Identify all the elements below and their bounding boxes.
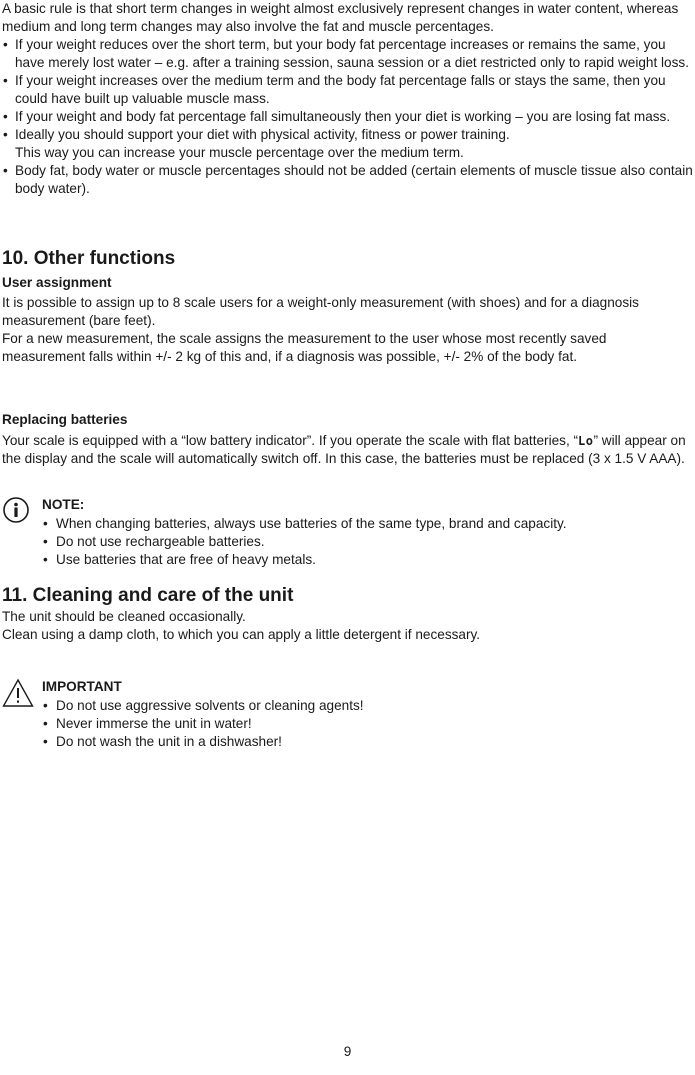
important-list: [42, 697, 682, 751]
cleaning-body: [2, 608, 693, 644]
intro-section: [2, 0, 693, 198]
page-number: 9: [343, 1044, 352, 1059]
important-body: [42, 678, 682, 751]
section-11-title: 11. Cleaning and care of the unit: [2, 585, 294, 606]
list-item: • Do not wash the unit in a dishwasher!: [42, 733, 682, 751]
list-item-continuation: This way you can increase your muscle percentage over the medium term.: [15, 145, 464, 160]
user-assignment-paragraph-2: For a new measurement, the scale assigns the measurement to the user whose most recently saved measurement falls within +/- 2 kg of this and, if a diagnosis was possible, +/- 2% of the body fat.: [2, 331, 607, 364]
important-box: [2, 678, 693, 758]
list-item: • If your weight and body fat percentage fall simultaneously then your diet is working – you are losing fat mass.: [2, 108, 693, 126]
batteries-text-after: ” will appear on the display and the scale will automatically switch off. In this case, the batteries must be replaced (3 x 1.5 V AAA).: [2, 433, 686, 466]
user-assignment-body: [2, 294, 693, 366]
list-item: • When changing batteries, always use batteries of the same type, brand and capacity.: [42, 515, 682, 533]
cleaning-line-1: The unit should be cleaned occasionally.: [2, 609, 246, 624]
note-title: NOTE:: [42, 497, 85, 512]
list-item: • Do not use rechargeable batteries.: [42, 533, 682, 551]
intro-paragraph: A basic rule is that short term changes in weight almost exclusively represent changes in water content, whereas medium and long term changes may also involve the fat and muscle percentages.: [2, 1, 679, 34]
note-list: [42, 515, 682, 569]
info-icon: [2, 496, 30, 524]
note-body: [42, 496, 682, 569]
section-10-title: 10. Other functions: [2, 248, 176, 269]
replacing-batteries-heading: Replacing batteries: [2, 412, 128, 427]
user-assignment-paragraph-1: It is possible to assign up to 8 scale users for a weight-only measurement (with shoes) and for a diagnosis measurement (bare feet).: [2, 295, 639, 328]
batteries-text-before: Your scale is equipped with a “low battery indicator”. If you operate the scale with flat batteries, “: [2, 433, 579, 448]
warning-triangle-icon: [2, 678, 34, 708]
list-item: • If your weight reduces over the short term, but your body fat percentage increases or remains the same, you have merely lost water – e.g. after a training session, sauna session or a diet restricted only to rapid weight loss.: [2, 36, 693, 72]
list-item: • If your weight increases over the medium term and the body fat percentage falls or stays the same, then you could have built up valuable muscle mass.: [2, 72, 693, 108]
list-item: • Body fat, body water or muscle percentages should not be added (certain elements of muscle tissue also contain body water).: [2, 162, 693, 198]
replacing-batteries-paragraph: [2, 432, 693, 468]
important-title: IMPORTANT: [42, 679, 122, 694]
user-assignment-heading: User assignment: [2, 275, 112, 290]
list-item: • Use batteries that are free of heavy metals.: [42, 551, 682, 569]
intro-bullet-list: [2, 36, 693, 198]
list-item: [2, 126, 693, 162]
note-box: [2, 496, 693, 572]
list-item-text: Ideally you should support your diet with physical activity, fitness or power training.: [15, 127, 510, 142]
cleaning-line-2: Clean using a damp cloth, to which you can apply a little detergent if necessary.: [2, 627, 481, 642]
list-item: • Do not use aggressive solvents or cleaning agents!: [42, 697, 682, 715]
list-item: • Never immerse the unit in water!: [42, 715, 682, 733]
lo-display-symbol: Lo: [578, 434, 594, 448]
